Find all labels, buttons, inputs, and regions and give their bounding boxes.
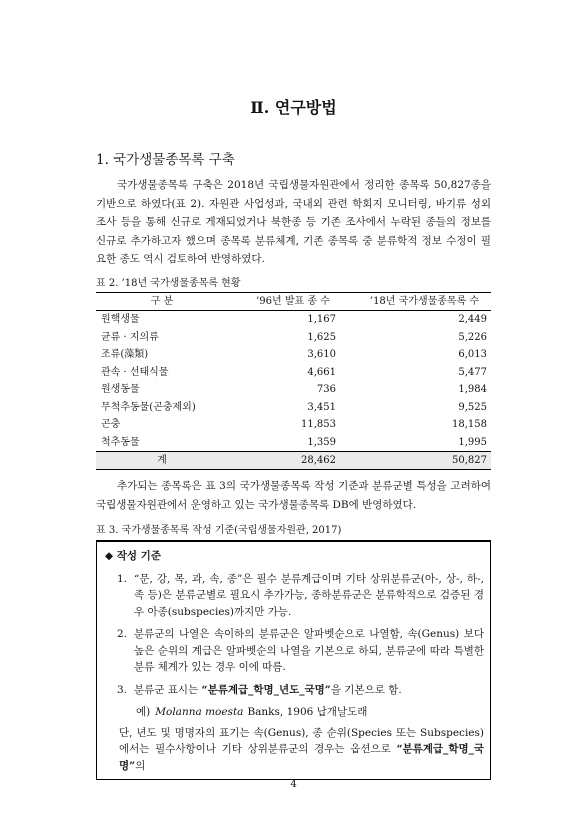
row-1996: 3,610 — [307, 349, 336, 360]
row-2018: 18,158 — [452, 419, 487, 430]
example-scientific-name: Molanna moesta — [155, 706, 244, 718]
row-2018: 6,013 — [458, 349, 487, 360]
total-1996: 28,462 — [228, 452, 358, 470]
row-2018: 9,525 — [458, 401, 487, 413]
body-paragraph-2: 추가되는 종목록은 표 3의 국가생물종목록 작성 기준과 분류군별 특성을 고려하여 국립생물자원관에서 운영하고 있는 국가생물종목록 DB에 반영하였다. — [96, 480, 491, 511]
header-1996: ’96년 발표 종 수 — [228, 293, 358, 311]
row-2018: 1,995 — [458, 436, 487, 448]
row-2018: 5,477 — [458, 366, 487, 378]
row-group: 척추동물 — [101, 436, 140, 448]
criteria-item-text-after: 을 기본으로 함. — [330, 683, 402, 696]
row-1996: 11,853 — [301, 419, 336, 430]
criteria-item-text: 분류군의 나열은 속이하의 분류군은 알파벳순으로 나열함, 속(Genus) 보다 높은 순위의 계급은 알파벳순의 나열을 기본으로 하되, 분류군에 따라 특별한 분류 체계가 있는 경우 이에 따름. — [134, 628, 484, 673]
table-header — [96, 293, 491, 311]
table-row — [96, 311, 491, 329]
row-1996: 1,167 — [307, 314, 336, 325]
criteria-item-number: 3. — [117, 683, 128, 696]
body-paragraph-1: 국가생물종목록 구축은 2018년 국립생물자원관에서 정리한 종목록 50,827종을 기반으로 하였다(표 2). 자원관 사업성과, 국내외 관련 학회지 모니터링, 바기류 성외 조사 등을 통해 신규로 게재되었거나 북한종 등 기존 조사에서 누락된 종들의 정보를 신규로 추가하고자 했으며 종목록 분류체계, 기존 종목록 중 분류학적 정보 수정이 필요한 종도 역시 검토하여 반영하였다. — [96, 179, 491, 265]
row-group: 곤충 — [101, 419, 121, 430]
chapter-title: Ⅱ. 연구방법 — [250, 98, 337, 117]
table-header-row — [96, 293, 491, 311]
example-prefix: 예) — [136, 706, 151, 718]
criteria-item-number: 2. — [117, 628, 128, 640]
criteria-item-1 — [117, 571, 484, 621]
note-format-bold: “분류계급_학명_국명” — [119, 743, 484, 772]
criteria-item-2 — [117, 626, 484, 676]
example-author-year-name: Banks, 1906 납개날도래 — [247, 706, 368, 718]
criteria-box — [96, 540, 491, 780]
table-row — [96, 416, 491, 434]
criteria-note — [119, 725, 484, 775]
table-row — [96, 381, 491, 399]
table-row — [96, 329, 491, 347]
naming-example — [136, 704, 490, 721]
row-group: 균류 · 지의류 — [101, 331, 159, 343]
row-group: 관속 · 선태식물 — [101, 366, 169, 378]
row-1996: 736 — [316, 384, 336, 395]
note-text-before: 단, 년도 및 명명자의 표기는 속(Genus), 종 순위(Species 또는 Subspecies)에서는 필수사항이나 기타 상위분류군의 경우는 옵션으로 — [119, 726, 484, 755]
total-2018: 50,827 — [358, 452, 491, 470]
table-body — [96, 311, 491, 470]
table3-caption: 표 3. 국가생물종목록 작성 기준(국립생물자원관, 2017) — [96, 525, 342, 536]
species-count-table — [96, 292, 491, 470]
row-2018: 5,226 — [458, 331, 487, 343]
table-row — [96, 434, 491, 452]
criteria-box-title: ◆ 작성 기준 — [105, 550, 161, 562]
row-1996: 4,661 — [307, 366, 336, 378]
row-1996: 1,359 — [307, 436, 336, 448]
row-2018: 1,984 — [458, 384, 487, 395]
row-1996: 3,451 — [307, 401, 336, 413]
table-row — [96, 399, 491, 417]
criteria-item-text-before: 분류군 표시는 — [134, 683, 202, 696]
row-group: 무척추동물(곤충제외) — [101, 401, 196, 413]
row-1996: 1,625 — [307, 331, 336, 343]
row-2018: 2,449 — [458, 314, 487, 325]
criteria-item-text — [134, 682, 484, 699]
header-2018: ’18년 국가생물종목록 수 — [358, 293, 491, 311]
table-row — [96, 346, 491, 364]
section-heading: 1. 국가생물종목록 구축 — [96, 152, 235, 168]
page-number: 4 — [290, 779, 297, 790]
header-group: 구 분 — [96, 293, 228, 311]
row-group: 원생동물 — [101, 384, 140, 395]
criteria-item-text: “문, 강, 목, 과, 속, 종”은 필수 분류계급이며 기타 상위분류군(아-, 상-, 하-, 족 등)은 분류군별로 필요시 추가가능, 종하분류군은 분류학적으로 검증된 경우 아종(subspecies)까지만 가능. — [134, 572, 484, 618]
total-label: 계 — [96, 452, 228, 470]
row-group: 조류(藻類) — [101, 349, 149, 360]
criteria-item-3 — [117, 682, 484, 699]
criteria-item-number: 1. — [117, 572, 128, 585]
table-total-row — [96, 452, 491, 470]
table-row — [96, 364, 491, 382]
table2-caption: 표 2. ’18년 국가생물종목록 현황 — [96, 278, 241, 289]
note-text-after: 의 — [135, 759, 146, 772]
naming-format-bold: “분류계급_학명_년도_국명” — [201, 683, 331, 696]
row-group: 원핵생물 — [101, 314, 140, 325]
